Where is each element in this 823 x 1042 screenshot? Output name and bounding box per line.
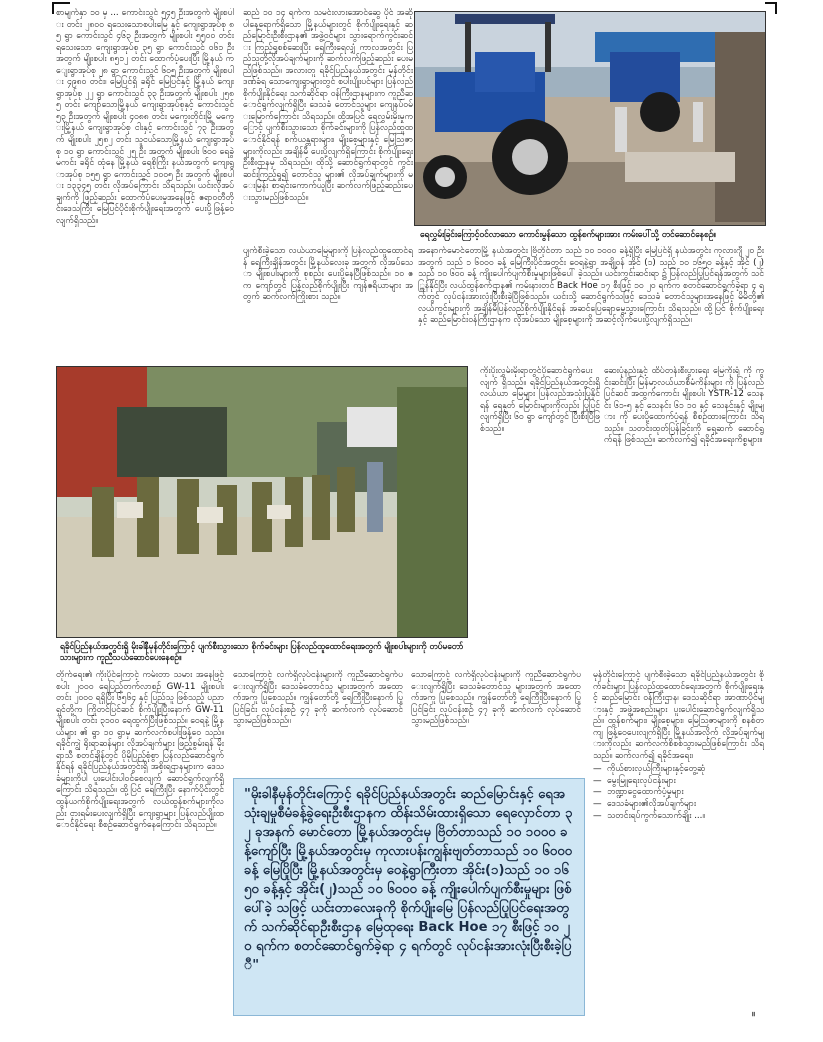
bullet-item: — ကိုယ်စားလှယ်ကြီးများနှင့်တွေ့ဆုံ [593,764,764,776]
bullet-item: — ဒေသခံများ၏လိုအပ်ချက်များ [593,799,764,811]
column-4-text: ဆေးပုံနည်းနှင့် ထိပ်တန်းစီးပွားရေး မြေကိုးရုံ ကို ကွင်းဆင်းပြီး မြန်မာ့လယ်ယာစီမံကိန်းများ ကို ပြန်လည်ပြင်ဆင် အထွက်ကောင်း မျိုးစပါး YSTR-12 သေနင်း ၆၁-၅ နှင့် သေနင်း ၆၁ ၁၀ နှင့် သေနင်းနှင့် မျိုးများ ကို ပေးပို့ထောက်ပံ့ရန် စီစဉ်ထားကြောင်း သိရသည်။ သတင်းထုတ်ပြန်ခြင်းကို ရှေ့ဆက် ဆောင်ရွက်ရန် ဖြစ်သည်။ ဆက်လက်၍ ရခိုင်အရေးကိစ္စများ။ [604,366,764,446]
column-4-bottom-text: မုန်တိုင်းကြောင့် ပျက်စီးခဲ့သော ရခိုင်ပြည်နယ်အတွင်း စိုက်ခင်းများ ပြန်လည်ထူထောင်ရေးအတွက် စိုက်ပျိုးရေးနှင့် ဆည်မြောင်း ဝန်ကြီးဌာန၊ ဒေသဆိုင်ရာ အာဏာပိုင်များနှင့် အဖွဲ့အစည်းများ ပူးပေါင်းဆောင်ရွက်လျက်ရှိသည်။ ထွန်စက်များ၊ မျိုးစေ့များ၊ မြေဩဇာများကို စနစ်တကျ ဖြန့်ဝေပေးလျက်ရှိပြီး မြို့နယ်အလိုက် လိုအပ်ချက်များကိုလည်း ဆက်လက်စိစစ်သွားမည်ဖြစ်ကြောင်း သိရသည်။ ဆက်လက်၍ ရခိုင်အရေး၊ — ကိုယ်စားလှယ်ကြီးများနှင့်တွေ့ဆုံ — မွေးမြူရေးလုပ်ငန်းများ — ဘဏ္ဍာငွေထောက်ပံ့မှုများ — ဒေသခံများ၏လိုအပ်ချက်များ — သတင်းရပ်ကွက်သောက်ချိုး ...။ [593,670,764,1014]
bullet-item: — မွေးမြူရေးလုပ်ငန်းများ [593,776,764,788]
column-2-mid-text: ပျက်စီးခဲ့သော လယ်ယာမြေများကို ပြန်လည်ထူထောင်ရန် ရေကြီးချိန်အတွင်း မြို့နယ်လေးခု အတွက် လိုအပ်သော မျိုးစပါးများကို စုစည်း ပေးပို့နေပြီဖြစ်သည်။ ၁၀ ဧက ကျော်တွင် ပြန်လည်စိုက်ပျိုးပြီး ကျန်ဧရိယာများ အတွက် ဆက်လက်ကြိုးစား သည်။ [243,246,413,303]
column-2-top-text: ဆည် ၁၀ ၁၄ ရက်က သမင်းလားအောင်ဆွေ ပိုင် အဆိုပါနေ့ရောက်ရှိသော မြို့နယ်များတွင် စိုက်ပျိုးရေးနှင့် ဆည်မြောင်းဦးစီးဌာန၏ အဖွဲ့ဝင်များ သွားရောက်ကွင်းဆင်း ကြည့်ရှုစစ်ဆေးပြီး ရေကြီးရေလျှံ ကာလအတွင်း ပြည်သူတို့လိုအပ်ချက်များကို ဆက်လက်ဖြည့်ဆည်း ပေးမည်ဖြစ်သည်။ အလားတူ ရခိုင်ပြည်နယ်အတွင်း မုန်တိုင်းဒဏ်ခံရ သောကျေးရွာများတွင် စပါးပျိုးပင်များ ပြန်လည်စိုက်ပျိုးနိုင်ရေး သက်ဆိုင်ရာ ဝန်ကြီးဌာနများက ကူညီဆောင်ရွက်လျက်ရှိပြီး ဒေသခံ တောင်သူများ ကျေနပ်ဝမ်းမြောက်ကြောင်း သိရသည်။ ထို့အပြင် ရေလွှမ်းမိုးမှုကြောင့် ပျက်စီးသွားသော စိုက်ခင်းများကို ပြန်လည်ထူထောင်နိုင်ရန် စက်ယန္တရားများ၊ မျိုးစေ့များနှင့် မြေဩဇာများကိုလည်း အချိန်မီ ပေးပို့လျက်ရှိကြောင်း စိုက်ပျိုးရေးဦးစီးဌာနမှ သိရသည်။ ထိုသို့ ဆောင်ရွက်ရာတွင် ကွင်းဆင်းကြည့်ရှု၍ တောင်သူ များ၏ လိုအပ်ချက်များကို မေးမြန်း စာရင်းကောက်ယူပြီး ဆက်လက်ဖြည့်ဆည်းပေးသွားမည်ဖြစ်သည်။ [243,8,413,203]
page-end-mark: ။ [752,1009,755,1019]
soldiers-photo-caption: ရခိုင်ပြည်နယ်အတွင်းရှိ မိုးခါနီမုန်တိုင်းကြောင့် ပျက်စီးသွားသော စိုက်ခင်းများ ပြန်လည်ထူထောင်ရေးအတွက် မျိုးစပါးများကို တပ်မတော်သားများက ကူညီသယ်ဆောင်ပေးနေစဉ်။ [60,641,464,662]
bullet-list [593,764,764,822]
newspaper-page [56,8,768,1016]
column-3-bottom-text: သောကြောင့် လက်ရှိလုပ်ငန်းများကို ကူညီဆောင်ရွက်ပေးလျက်ရှိပြီး ဒေသခံတောင်သူ များအတွက် အထောက်အကူ ပြုစေသည်။ ကျွန်တော်တို့ ရေကြီးပြီးနောက် ပြုပြင်ခြင်း လုပ်ငန်းစဉ် ၄၇ ခုကို ဆက်လက် လုပ်ဆောင်သွားမည်ဖြစ်သည်။ [411,670,581,727]
column-1-top-text: စာမျက်နှာ ၁၀ မှ ... ကောင်းသွင် ၅၄၅ ဦးအတွက် မျိုးစပါး တင်း ၂၈၀၀ ရသေးသောစပါးမြေ နှင့် ကျေးရွာအုပ်စု ၈၅ ရွာ ကောင်းသွင် ၄၆၃ ဦးအတွက် မျိုးစပါး ၅၅၀၀ တင်း ရသေးသော ကျေးရွာအုပ်စု ၃၅ ရွာ ကောင်းသွင် ၀၆၁ ဦးအတွက် မျိုးစပါး ၈၅၁၂ တင်း ထောက်ပံ့ပေးပြီး မြို့နယ် ကျေးရွာအုပ်စု ၂၈ ရွာ ကောင်းသွင် ၆၀၅ ဦးအတွက် မျိုးစပါး ၄၉၈၀ တင်း၊ မြေပြင်ရှိ ခရိုင် မြေပြင်နှင့် မြို့နယ် ကျေးရွာအုပ်စု ၂၂ ရွာ ကောင်းသွင် ၃၃ ဦးအတွက် မျိုးစပါး ၂၅၈၅ တင်း ကျော်သောမြို့နယ် ကျေးရွာအုပ်စုနှင့် ကောင်းသွင် ၅၃ ဦးအတွက် မျိုးစပါး ၄၀၈၈ တင်း မကွေးတိုင်းမြို့ မကွေးမြို့နယ် ကျေးရွာအုပ်စု ငါးနှင့် ကောင်းသွင် ၇၃ ဦးအတွက် မျိုးစပါး ၂၅၈၂ တင်း သူငယ်သောမြို့နယ် ကျေးရွာအုပ်စု ၁၀ ရွာ ကောင်းသွင် ၂၅ ဦး အတွက် မျိုးစပါး ၆၀၀ ရေခွဲမကင်း ခရိုင် ထုံနေ မြို့နယ် ရေစိုကြိုး နယ်အတွက် ကျေးရွာအုပ်စု ၁၅၅ ရွာ ကောင်းသွင် ၁၀၀၅ ဦး အတွက် မျိုးစပါး ၁၃၃၄၅ တင်း လိုအပ်ကြောင်း သိရသည်။ ယင်းလိုအပ်ချက်ကို ဖြည့်ဆည်း ထောက်ပံ့ပေးမှုအနေဖြင့် ဧရာဝတီတိုင်းဒေသကြီး မြေပြင်ပိုင်းစိုက်ပျိုးရေးအတွက် ပေးပို့ဖြန့်ဝေလျက်ရှိသည်။ [56,8,234,226]
pull-quote-text: "မိုးခါနီမုန်တိုင်းကြောင့် ရခိုင်ပြည်နယ်အတွင်း ဆည်မြောင်းနှင့် ရေအသုံးချမှုစီမံခန့်ခွဲရေးဦးစီးဌာနက ထိန်းသိမ်းထားရှိသော ရေလှောင်တာ ၃၂ ခုအနက် မောင်တော မြို့နယ်အတွင်းမှ ဗြိတ်တာသည် ၁၀ ၁၀၀၀ ခန့်ကျော်ပြီး မြို့နယ်အတွင်းမှ ကုလားပန်းကျွန်းဗျတ်တာသည် ၁၀ ၆၀၀၀ ခန့် မြေပြိုပြီး မြို့နယ်အတွင်းမှ ဝေနဲ့ရွာကြီးတာ အိုင်း(၁)သည် ၁၀ ၁၆၅၀ ခန့်နှင့် အိုင်း(၂)သည် ၁၀ ၆၀၀၀ ခန့် ကျိုးပေါက်ပျက်စီးမှုများ ဖြစ်ပေါ်ခဲ့ သဖြင့် ယင်းတာလေးခုကို စိုက်ပျိုးမြေ ပြန်လည်ပြုပြင်ရေးအတွက် သက်ဆိုင်ရာဦးစီးဌာန မြေထုရေး Back Hoe ၁၇ စီးဖြင့် ၁၀ ၂၀ ရက်က စတင်ဆောင်ရွက်ခဲ့ရာ ၄ ရက်တွင် လုပ်ငန်းအားလုံးပြီးစီးခဲ့ပြီ" [244,787,573,973]
tractor-photo-caption: ရေလွှမ်းခြင်းကြောင့်ဝင်လာသော ကောင်းမွန်သော ထွန်စက်များအား ကမ်းပေါ်သို့ တင်ဆောင်နေစဉ်။ [420,229,716,239]
tractor-ferry-illustration [415,12,765,225]
column-3-mid-text: အနောက်မောင်တောမြို့ နယ်အတွင်း ဗြိတိုင်တာ သည် ၁၀ ၁၀၀၀ ခန့်ရှိပြီး မြေပြင်ရှိ နယ်အတွင်း ကုလားဂျီ ၂၀ ဦးအတွက် သည် ၁ ၆၀၀၀ ခန့် မြေကြီးပိုင်အတွင်း ဝေရနဲ့ရွာ အချို့ဝန် အိုင် (၁) သည် ၁၀ ၁၆၅၀ ခန့်နှင့် အိုင် (၂) သည် ၁၀ ၆၀၀ ခန့် ကျိုးပေါက်ပျက်စီးမှုများဖြစ်ပေါ် ခဲ့သည်။ ယင်းကွင်းဆင်းရာ ၌ ပြန်လည်ပြုပြင်ရန်အတွက် သင်္ကြန်နိုင်ပြီး လယ်ထွန်စက်ဌာန၏ ကမ်းနားတင် Back Hoe ၁၇ စီးဖြင့် ၁၀ ၂၀ ရက်က စတင်ဆောင်ရွက်ခဲ့ရာ ၄ ရက်တွင် လုပ်ငန်းအားလုံးပြီးစီးခဲ့ပြီဖြစ်သည်။ ယင်းသို့ ဆောင်ရွက်သဖြင့် ဒေသခံ တောင်သူများအနေဖြင့် မိမိတို့၏ လယ်ကွင်းများကို အချိန်မီပြန်လည်စိုက်ပျိုးနိုင်ရန် အဆင်ပြေချောမွေ့သွားကြောင်း သိရသည်။ ထို့ပြင် စိုက်ပျိုးရေးနှင့် ဆည်မြောင်းဝန်ကြီးဌာနက လိုအပ်သော မျိုးစေ့များကို အဆင့်လိုက်ပေးပို့လျက်ရှိသည်။ [418,246,764,326]
column-3-narrow-text: ကိုးပိုးလွှမ်းမိုးရာတွင်ပိုဆောင်ရွက်ပေးလျက် ရှိသည်။ ရခိုင်ပြည်နယ်အတွင်းရှိ လယ်ယာ မြေများ ပြန်လည်အသုံးပြုနိုင်ရန် ရေနုတ် မြောင်းများကိုလည်း ပြုပြင်လျက်ရှိပြီး ၆၀ ရွာ ကျော်တွင် ပြီးစီးပြီဖြစ်သည်။ [480,366,600,434]
column-2-bottom-text: သောကြောင့် လက်ရှိလုပ်ငန်းများကို ကူညီဆောင်ရွက်ပေးလျက်ရှိပြီး ဒေသခံတောင်သူ များအတွက် အထောက်အကူ ပြုစေသည်။ ကျွန်တော်တို့ ရေကြီးပြီးနောက် ပြုပြင်ခြင်း လုပ်ငန်းစဉ် ၄၇ ခုကို ဆက်လက် လုပ်ဆောင်သွားမည်ဖြစ်သည်။ [233,670,403,727]
column-1-bottom-text: တိုက်ရေး၏ ကိုးပိုင်ကြောင့် ကမ်းတာ သမား အနေဖြင့် စပါး ၂၀၀၀ ရေပြည့်တက်လာစဉ် GW-11 မျိုးစပါး တင်း ၂၀၀၀ ရရှိပြီး ၆၅၆၄ နှင့် ပြည်သူ ဖြစ်သည့် ပညာရှင်တို့က ကြိုတင်ပြင်ဆင် စိုက်ပျိုးပြီးနောက် GW-11 မျိုးစပါး တင်း ၃၁၀၀ ရေထွက်ပြီးဖြစ်သည်။ ဝေရနဲ့ မြို့နယ်များ ၏ ရွာ ၁၀ ရွာမှ ဆက်လက်စပါးဖြန့်ဝေ သည်။ ရခိုင်ကျွဲ ရိုးရာဆန်များ လိုအပ်ချက်များ ဖြည့်စွမ်းရန် မိုးရာသီ စတင်ချိန်တွင် ပိုမိုပြည့်စုံစွာ ပြန်လည်ဆောင်ရွက်နိုင်ရန် ရခိုင်ပြည်နယ်အတွင်းရှိ အစိုးရဌာနများက ဒေသခံများကိုပါ ပူးပေါင်းပါဝင်စေလျက် ဆောင်ရွက်လျက်ရှိကြောင်း သိရသည်။ ထို့ပြင် ရေကြီးပြီး နောက်ပိုင်းတွင် ထွန်ယက်စိုက်ပျိုးရေးအတွက် လယ်ထွန်စက်များကိုလည်း ငှားရမ်းပေးလျက်ရှိပြီး ကျေးရွာများ ပြန်လည်ပျိုးထောင်နိုင်ရေး စီစဉ်ဆောင်ရွက်နေကြောင်း သိရသည်။ [56,670,224,831]
soldiers-sacks-illustration [57,367,467,637]
soldiers-sacks-photo [56,366,468,638]
bullet-item: — ဘဏ္ဍာငွေထောက်ပံ့မှုများ [593,787,764,799]
pull-quote-box [233,778,585,1016]
bullet-item: — သတင်းရပ်ကွက်သောက်ချိုး ...။ [593,811,764,823]
tractor-ferry-photo [414,11,766,226]
